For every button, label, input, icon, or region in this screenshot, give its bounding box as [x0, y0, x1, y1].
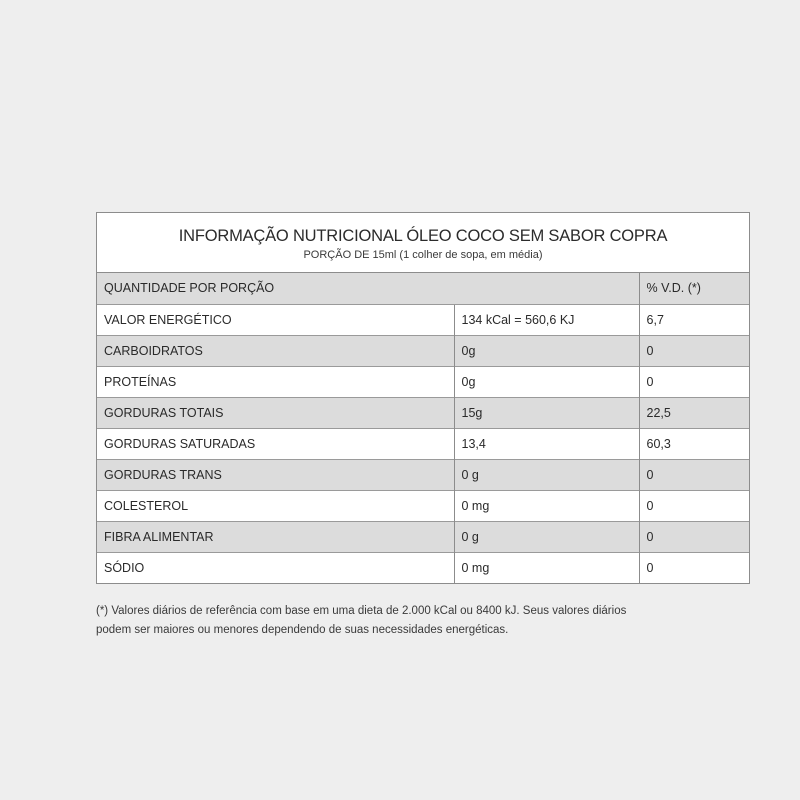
- nutrient-name: CARBOIDRATOS: [97, 335, 454, 366]
- nutrient-amount: 0 g: [454, 521, 639, 552]
- table-header-row: [97, 273, 749, 304]
- nutrition-table: [97, 273, 749, 583]
- nutrient-name: GORDURAS TRANS: [97, 459, 454, 490]
- nutrient-amount: 0g: [454, 335, 639, 366]
- nutrient-vd: 0: [639, 459, 749, 490]
- serving-size: PORÇÃO DE 15ml (1 colher de sopa, em média): [303, 249, 543, 261]
- nutrient-amount: 15g: [454, 397, 639, 428]
- table-row: [97, 335, 749, 366]
- nutrient-vd: 22,5: [639, 397, 749, 428]
- nutrient-name: SÓDIO: [97, 552, 454, 583]
- nutrient-name: GORDURAS TOTAIS: [97, 397, 454, 428]
- nutrient-amount: 0 mg: [454, 490, 639, 521]
- table-row: [97, 552, 749, 583]
- nutrient-name: COLESTEROL: [97, 490, 454, 521]
- nutrient-amount: 0 mg: [454, 552, 639, 583]
- column-header-vd: % V.D. (*): [639, 273, 749, 304]
- nutrition-title: INFORMAÇÃO NUTRICIONAL ÓLEO COCO SEM SABOR COPRA: [178, 227, 668, 245]
- nutrient-amount: 0g: [454, 366, 639, 397]
- footnote-line: (*) Valores diários de referência com base em uma dieta de 2.000 kCal ou 8400 kJ. Seus valores diários: [96, 605, 627, 617]
- table-row: [97, 490, 749, 521]
- nutrient-amount: 13,4: [454, 428, 639, 459]
- nutrient-name: FIBRA ALIMENTAR: [97, 521, 454, 552]
- nutrition-facts-panel: [96, 212, 750, 584]
- nutrient-name: VALOR ENERGÉTICO: [97, 304, 454, 335]
- table-row: [97, 304, 749, 335]
- table-row: [97, 366, 749, 397]
- column-header-quantity: QUANTIDADE POR PORÇÃO: [97, 273, 639, 304]
- nutrient-amount: 134 kCal = 560,6 KJ: [454, 304, 639, 335]
- nutrient-name: PROTEÍNAS: [97, 366, 454, 397]
- footnote: [96, 602, 756, 640]
- nutrition-header: [97, 213, 749, 273]
- nutrient-vd: 0: [639, 552, 749, 583]
- nutrient-name: GORDURAS SATURADAS: [97, 428, 454, 459]
- nutrient-vd: 0: [639, 490, 749, 521]
- nutrient-vd: 0: [639, 366, 749, 397]
- nutrient-vd: 60,3: [639, 428, 749, 459]
- table-row: [97, 428, 749, 459]
- nutrient-vd: 0: [639, 335, 749, 366]
- nutrient-amount: 0 g: [454, 459, 639, 490]
- footnote-line: podem ser maiores ou menores dependendo de suas necessidades energéticas.: [96, 624, 509, 636]
- table-row: [97, 459, 749, 490]
- table-row: [97, 521, 749, 552]
- nutrient-vd: 0: [639, 521, 749, 552]
- table-row: [97, 397, 749, 428]
- nutrient-vd: 6,7: [639, 304, 749, 335]
